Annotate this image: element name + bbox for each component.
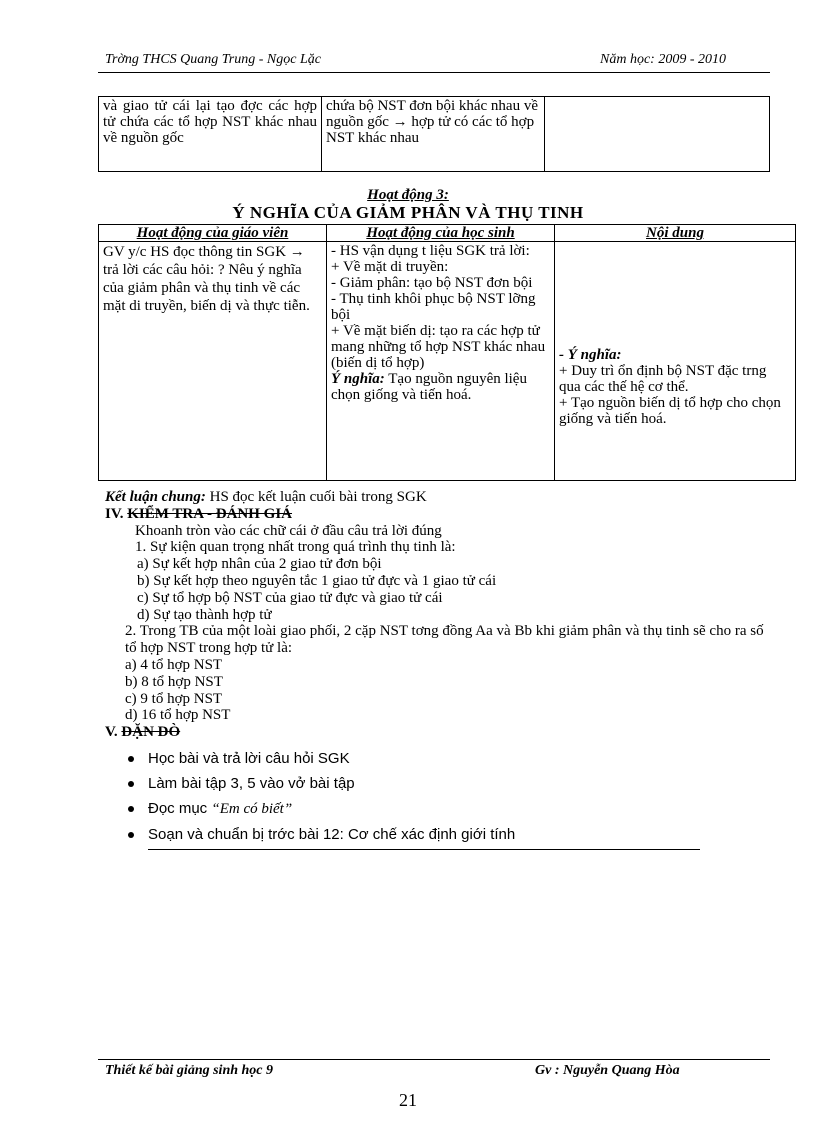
table-cell: và giao tử cái lại tạo đợc các hợp tử chứa các tổ hợp NST khác nhau về nguồn gốc: [99, 97, 322, 172]
student-line: - Giảm phân: tạo bộ NST đơn bội: [331, 275, 533, 291]
header-year: Năm học: 2009 - 2010: [600, 52, 726, 67]
bullet-icon: [128, 806, 134, 812]
conclusion-text: HS đọc kết luận cuối bài trong SGK: [205, 489, 427, 505]
student-line: - HS vận dụng t liệu SGK trả lời:: [331, 243, 530, 259]
answer-option: d) Sự tạo thành hợp tử: [137, 606, 272, 623]
activity-heading: Hoạt động 3:: [367, 187, 449, 203]
column-header-teacher: Hoạt động của giáo viên: [99, 225, 327, 242]
answer-option: c) 9 tổ hợp NST: [125, 690, 223, 707]
column-header-student: Hoạt động của học sinh: [327, 225, 555, 242]
list-item-text: Làm bài tập 3, 5 vào vở bài tập: [148, 775, 355, 792]
bullet-icon: [128, 781, 134, 787]
footer-divider: [98, 1059, 770, 1060]
student-meaning: [331, 371, 550, 403]
lesson-body: [105, 489, 775, 741]
section-5-heading: [105, 724, 775, 741]
bullet-icon: [128, 756, 134, 762]
footer-title: Thiết kế bài giảng sinh học 9: [105, 1063, 274, 1078]
content-line: + Tạo nguồn biến dị tổ hợp cho chọn giống và tiến hoá.: [559, 395, 781, 427]
student-activity-cell: [327, 242, 555, 481]
section-4-number: IV.: [105, 505, 128, 522]
answer-option: b) Sự kết hợp theo nguyên tắc 1 giao tử đực và 1 giao tử cái: [137, 572, 497, 589]
list-item-text: Đọc mục: [148, 800, 212, 817]
teacher-activity-cell: [99, 242, 327, 481]
answer-option: b) 8 tổ hợp NST: [125, 673, 223, 690]
answer-option: a) 4 tổ hợp NST: [125, 656, 223, 673]
meaning-label: Ý nghĩa:: [331, 371, 385, 387]
column-header-content: Nội dung: [555, 225, 796, 242]
list-item: [128, 771, 515, 796]
table-cell: [545, 97, 770, 172]
question-1: 1. Sự kiện quan trọng nhất trong quá trình thụ tinh là:: [135, 539, 456, 556]
meaning-text: Tạo nguồn nguyên liệu chọn giống và tiến hoá.: [331, 371, 527, 403]
conclusion-label: Kết luận chung:: [105, 489, 206, 505]
homework-list: [128, 746, 515, 847]
table-cell: chứa bộ NST đơn bội khác nhau về nguồn gốc → hợp tử có các tổ hợp NST khác nhau: [322, 97, 545, 172]
answer-option: d) 16 tổ hợp NST: [125, 707, 231, 724]
header-divider: [98, 72, 770, 73]
activity-table: [98, 224, 796, 481]
list-item-text: Soạn và chuẩn bị trớc bài 12: Cơ chế xác định giới tính: [148, 826, 516, 843]
content-label: - Ý nghĩa:: [559, 347, 622, 363]
header-school: Trờng THCS Quang Trung - Ngọc Lặc: [105, 52, 321, 67]
conclusion: [105, 489, 775, 506]
question-2: 2. Trong TB của một loài giao phối, 2 cặp NST tơng đồng Aa và Bb khi giảm phân và thụ tinh sẽ cho ra số tổ hợp NST trong hợp tử là:: [125, 623, 764, 657]
page-number: 21: [399, 1090, 417, 1110]
table-header-row: [99, 225, 796, 242]
content-spacer: [559, 243, 791, 347]
section-5-title: DẶN DÒ: [121, 724, 181, 741]
list-item-italic: “Em có biết”: [211, 801, 293, 817]
answer-option: a) Sự kết hợp nhân của 2 giao tử đơn bội: [137, 556, 382, 573]
activity-title: Ý NGHĨA CỦA GIẢM PHÂN VÀ THỤ TINH: [232, 203, 584, 222]
table-row: [99, 97, 770, 172]
list-item: [128, 796, 515, 822]
table-row: [99, 242, 796, 481]
teacher-activity-text: GV y/c HS đọc thông tin SGK → trả lời các câu hỏi: ? Nêu ý nghĩa của giảm phân và thụ tinh về các mặt di truyền, biến dị và thực tiễn.: [103, 244, 310, 314]
bullet-icon: [128, 832, 134, 838]
content-line: + Duy trì ổn định bộ NST đặc trng qua các thế hệ cơ thể.: [559, 363, 767, 395]
section-5-number: V.: [105, 724, 122, 741]
footer-author: Gv : Nguyễn Quang Hòa: [535, 1063, 680, 1078]
content-cell: [555, 242, 796, 481]
continuation-table: [98, 96, 770, 172]
section-4-title: KIỂM TRA - ĐÁNH GIÁ: [127, 505, 292, 522]
student-line: + Về mặt biến dị: tạo ra các hợp tử mang những tổ hợp NST khác nhau (biến dị tổ hợp): [331, 323, 546, 371]
list-item: [128, 822, 515, 847]
student-line: - Thụ tinh khôi phục bộ NST lỡng bội: [331, 291, 536, 323]
list-item: [128, 746, 515, 771]
student-line: + Về mặt di truyền:: [331, 259, 449, 275]
section-4-heading: [105, 506, 775, 523]
end-divider: [148, 849, 700, 850]
quiz-instruction: Khoanh tròn vào các chữ cái ở đầu câu trả lời đúng: [135, 522, 442, 539]
answer-option: c) Sự tổ hợp bộ NST của giao tử đực và giao tử cái: [137, 589, 443, 606]
list-item-text: Học bài và trả lời câu hỏi SGK: [148, 750, 350, 767]
